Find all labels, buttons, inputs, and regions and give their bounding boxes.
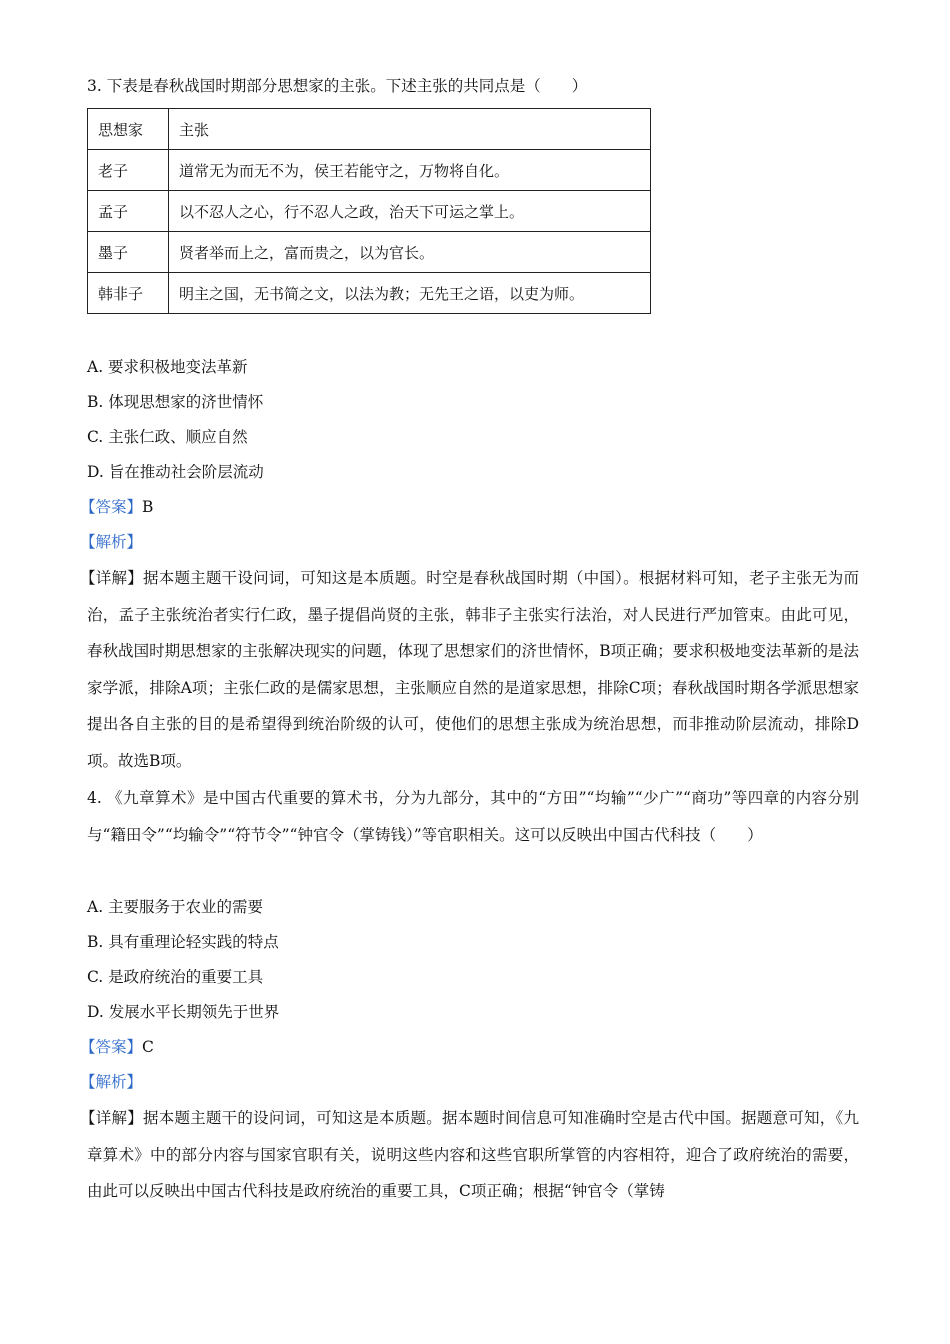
q4-option-b: B. 具有重理论轻实践的特点 — [87, 933, 279, 951]
table-cell-claim: 以不忍人之心，行不忍人之政，治天下可运之掌上。 — [169, 191, 651, 232]
detail-tag: 【详解】 — [80, 1109, 143, 1127]
answer-tag: 【答案】 — [80, 498, 143, 516]
table-row — [88, 273, 651, 314]
table-row — [88, 150, 651, 191]
q3-detail — [80, 560, 859, 779]
detail-text: 据本题主题干设问词，可知这是本质题。时空是春秋战国时期（中国）。根据材料可知，老子主张无为而治，孟子主张统治者实行仁政，墨子提倡尚贤的主张，韩非子主张实行法治，对人民进行严加管束。由此可见，春秋战国时期思想家的主张解决现实的问题，体现了思想家们的济世情怀，B项正确；要求积极地变法革新的是法家学派，排除A项；主张仁政的是儒家思想，主张顺应自然的是道家思想，排除C项；春秋战国时期各学派思想家提出各自主张的目的是希望得到统治阶级的认可，使他们的思想主张成为统治思想，而非推动阶层流动，排除D项。故选B项。 — [87, 569, 859, 770]
table-cell-claim: 贤者举而上之，富而贵之，以为官长。 — [169, 232, 651, 273]
detail-tag: 【详解】 — [80, 569, 143, 587]
q3-option-c: C. 主张仁政、顺应自然 — [87, 428, 248, 446]
detail-text: 据本题主题干的设问词，可知这是本质题。据本题时间信息可知准确时空是古代中国。据题意可知，《九章算术》中的部分内容与国家官职有关，说明这些内容和这些官职所掌管的内容相符，迎合了政府统治的需要，由此可以反映出中国古代科技是政府统治的重要工具，C项正确；根据“钟官令（掌铸 — [87, 1109, 859, 1200]
q3-option-a: A. 要求积极地变法革新 — [87, 358, 248, 376]
q3-answer — [80, 496, 153, 518]
table-cell-claim: 明主之国，无书简之文，以法为教；无先王之语，以吏为师。 — [169, 273, 651, 314]
table-cell-thinker: 老子 — [88, 150, 169, 191]
table-cell-thinker: 墨子 — [88, 232, 169, 273]
thinkers-table — [87, 108, 651, 314]
table-cell-thinker: 韩非子 — [88, 273, 169, 314]
q4-option-d: D. 发展水平长期领先于世界 — [87, 1003, 280, 1021]
q4-detail — [80, 1100, 859, 1210]
answer-value: B — [142, 498, 154, 516]
table-header-cell: 主张 — [169, 109, 651, 150]
answer-value: C — [142, 1038, 154, 1056]
table-header-row — [88, 109, 651, 150]
table-row — [88, 232, 651, 273]
q4-option-a: A. 主要服务于农业的需要 — [87, 898, 264, 916]
table-cell-thinker: 孟子 — [88, 191, 169, 232]
table-cell-claim: 道常无为而无不为，侯王若能守之，万物将自化。 — [169, 150, 651, 191]
question-3-stem: 3. 下表是春秋战国时期部分思想家的主张。下述主张的共同点是（ ） — [87, 77, 588, 95]
q3-analysis-tag: 【解析】 — [80, 533, 143, 551]
answer-tag: 【答案】 — [80, 1038, 143, 1056]
question-4-stem: 4. 《九章算术》是中国古代重要的算术书，分为九部分，其中的“方田”“均输”“少广”“商功”等四章的内容分别与“籍田令”“均输令”“符节令”“钟官令（掌铸钱）”等官职相关。这可以反映出中国古代科技（ ） — [87, 789, 859, 844]
q4-option-c: C. 是政府统治的重要工具 — [87, 968, 264, 986]
q3-option-b: B. 体现思想家的济世情怀 — [87, 393, 264, 411]
q4-analysis-tag: 【解析】 — [80, 1073, 143, 1091]
q3-option-d: D. 旨在推动社会阶层流动 — [87, 463, 264, 481]
table-row — [88, 191, 651, 232]
table-header-cell: 思想家 — [88, 109, 169, 150]
q4-answer — [80, 1036, 154, 1058]
